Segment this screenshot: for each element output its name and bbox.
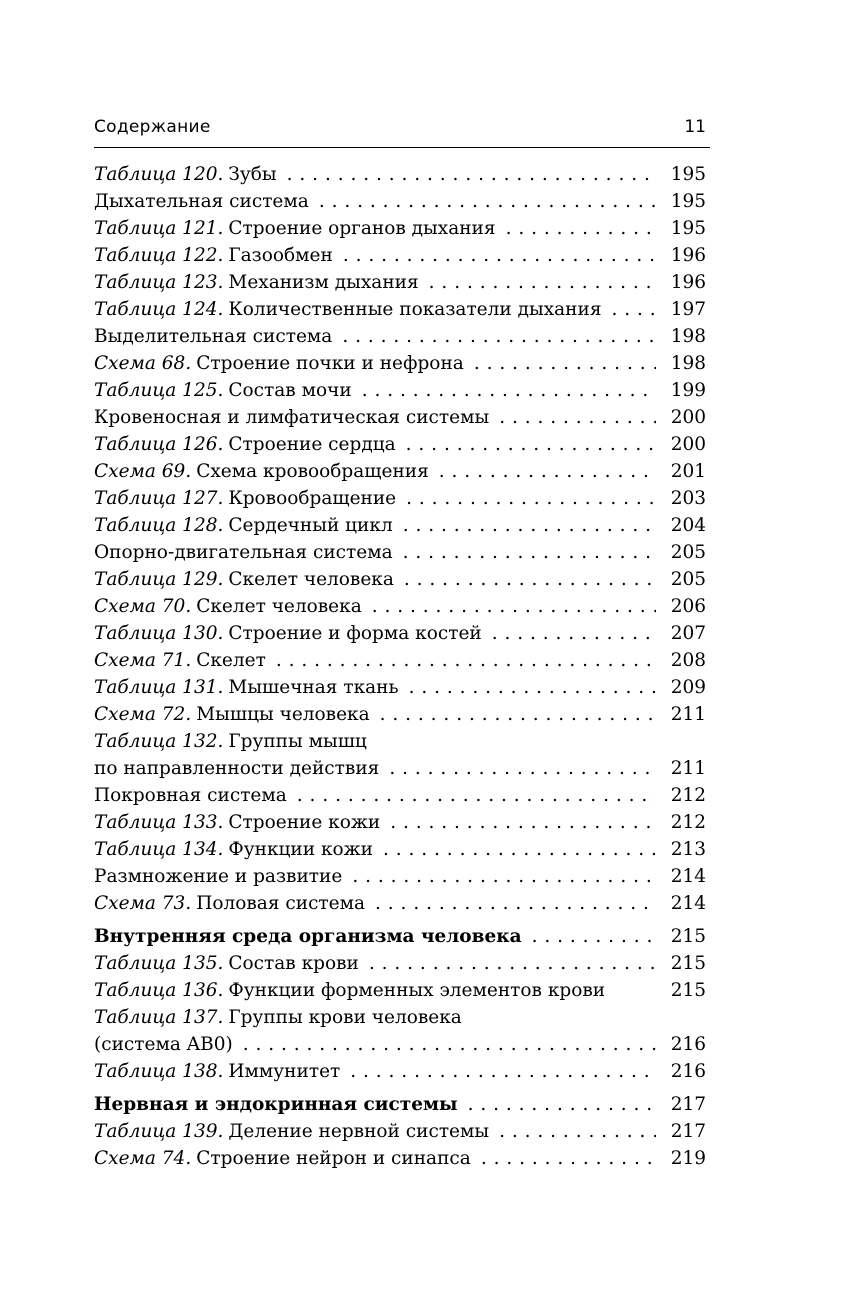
toc-entry-page: 217 [670, 1121, 706, 1142]
toc-entry-title: Зубы [228, 164, 277, 185]
toc-entry-page: 213 [670, 839, 706, 860]
toc-entry-page: 203 [670, 488, 706, 509]
toc-leader-dots [369, 950, 656, 977]
toc-leader-dots [343, 242, 656, 269]
toc-entry-page: 212 [670, 785, 706, 806]
toc-entry-label: Таблица 135. [94, 953, 224, 974]
toc-entry-title: Функции кожи [228, 839, 373, 860]
toc-entry [94, 647, 706, 674]
toc-leader-dots [409, 674, 656, 701]
toc-entry-page: 219 [670, 1148, 706, 1169]
toc-entry-label: Схема 72. [94, 704, 192, 725]
toc-entry [94, 377, 706, 404]
toc-entry [94, 215, 706, 242]
toc-entry [94, 923, 706, 950]
toc-entry-page: 196 [670, 245, 706, 266]
toc-entry [94, 323, 706, 350]
toc-entry-label: Таблица 128. [94, 515, 224, 536]
toc-entry-title: по направленности действия [94, 758, 380, 779]
toc-entry-title: Строение почки и нефрона [196, 353, 464, 374]
toc-entry [94, 1118, 706, 1145]
toc-entry-title: Покровная система [94, 785, 287, 806]
toc-entry [94, 836, 706, 863]
toc-entry-title: Дыхательная система [94, 191, 309, 212]
toc-entry [94, 188, 706, 215]
toc-entry [94, 782, 706, 809]
toc-entry-title: Строение органов дыхания [228, 218, 496, 239]
toc-leader-dots [532, 923, 656, 950]
toc-entry-title: Схема кровообращения [196, 461, 429, 482]
toc-entry [94, 1091, 706, 1118]
header-title: Содержание [94, 117, 211, 137]
toc-entry-page: 217 [670, 1094, 706, 1115]
toc-entry-page: 205 [670, 569, 706, 590]
toc-entry-title: Строение и форма костей [228, 623, 482, 644]
toc-entry-label: Таблица 123. [94, 272, 224, 293]
toc-leader-dots [342, 323, 656, 350]
toc-leader-dots [468, 1091, 656, 1118]
toc-entry-title: Половая система [196, 893, 366, 914]
toc-entry-label: Таблица 125. [94, 380, 224, 401]
toc-leader-dots [389, 755, 656, 782]
toc-entry-title: Группы крови человека [228, 1007, 462, 1028]
toc-entry-page: 196 [670, 272, 706, 293]
toc-entry-label: Таблица 126. [94, 434, 224, 455]
toc-leader-dots [439, 458, 656, 485]
toc-entry [94, 620, 706, 647]
toc-entry [94, 512, 706, 539]
table-of-contents [94, 161, 706, 1172]
toc-leader-dots [403, 539, 656, 566]
toc-entry-page: 216 [670, 1061, 706, 1082]
toc-entry [94, 728, 706, 755]
toc-leader-dots [297, 782, 656, 809]
toc-entry-page: 195 [670, 164, 706, 185]
toc-leader-dots [383, 836, 656, 863]
toc-entry-title: Нервная и эндокринная системы [94, 1094, 458, 1115]
toc-entry-title: Функции форменных элементов крови [228, 980, 606, 1001]
toc-entry-title: Газообмен [228, 245, 333, 266]
toc-entry-page: 198 [670, 326, 706, 347]
toc-entry-title: Внутренняя среда организма человека [94, 926, 522, 947]
toc-leader-dots [404, 566, 656, 593]
toc-entry-page: 215 [670, 953, 706, 974]
header-page-number: 11 [684, 117, 706, 137]
toc-entry-page: 208 [670, 650, 706, 671]
toc-entry [94, 1031, 706, 1058]
toc-entry [94, 431, 706, 458]
toc-entry-label: Схема 74. [94, 1148, 192, 1169]
toc-entry [94, 404, 706, 431]
toc-leader-dots [406, 485, 656, 512]
toc-leader-dots [390, 809, 656, 836]
toc-entry-page: 200 [670, 434, 706, 455]
toc-leader-dots [372, 593, 656, 620]
toc-entry [94, 890, 706, 917]
toc-entry-title: Кровеносная и лимфатическая системы [94, 407, 490, 428]
toc-entry-label: Таблица 120. [94, 164, 224, 185]
toc-entry [94, 809, 706, 836]
toc-entry [94, 296, 706, 323]
toc-entry-page: 215 [670, 980, 706, 1001]
toc-entry [94, 350, 706, 377]
toc-entry-page: 205 [670, 542, 706, 563]
toc-entry [94, 539, 706, 566]
toc-entry [94, 1145, 706, 1172]
toc-entry-title: Строение сердца [228, 434, 396, 455]
toc-entry-title: Количественные показатели дыхания [228, 299, 602, 320]
toc-leader-dots [612, 296, 656, 323]
toc-entry-label: Схема 69. [94, 461, 192, 482]
running-header [94, 116, 710, 148]
toc-entry-page: 198 [670, 353, 706, 374]
toc-entry-page: 214 [670, 866, 706, 887]
toc-entry [94, 950, 706, 977]
toc-entry-title: Скелет человека [196, 596, 362, 617]
toc-entry-title: Состав крови [228, 953, 359, 974]
toc-entry-label: Таблица 134. [94, 839, 224, 860]
toc-entry [94, 458, 706, 485]
toc-leader-dots [492, 620, 656, 647]
toc-entry-page: 207 [670, 623, 706, 644]
toc-leader-dots [243, 1031, 656, 1058]
toc-entry-title: Опорно-двигательная система [94, 542, 393, 563]
toc-leader-dots [362, 377, 656, 404]
toc-leader-dots [352, 863, 656, 890]
toc-entry [94, 566, 706, 593]
toc-entry-title: Группы мышц [228, 731, 367, 752]
toc-entry-label: Таблица 139. [94, 1121, 224, 1142]
toc-entry [94, 1004, 706, 1031]
toc-entry [94, 863, 706, 890]
toc-entry-label: Таблица 137. [94, 1007, 224, 1028]
toc-entry-title: Мышцы человека [196, 704, 370, 725]
toc-entry-page: 204 [670, 515, 706, 536]
toc-entry-title: Сердечный цикл [228, 515, 393, 536]
toc-leader-dots [319, 188, 656, 215]
toc-entry-label: Схема 70. [94, 596, 192, 617]
toc-entry [94, 977, 706, 1004]
toc-entry-title: Размножение и развитие [94, 866, 343, 887]
toc-entry-label: Схема 71. [94, 650, 192, 671]
toc-entry [94, 269, 706, 296]
toc-entry-page: 215 [670, 926, 706, 947]
toc-entry-title: Состав мочи [228, 380, 352, 401]
toc-leader-dots [380, 701, 656, 728]
toc-entry-label: Таблица 130. [94, 623, 224, 644]
toc-entry-title: (система AB0) [94, 1034, 233, 1055]
toc-entry-title: Деление нервной системы [228, 1121, 490, 1142]
toc-entry [94, 701, 706, 728]
toc-entry-label: Таблица 121. [94, 218, 224, 239]
toc-entry [94, 161, 706, 188]
toc-entry-title: Механизм дыхания [228, 272, 419, 293]
toc-entry [94, 242, 706, 269]
toc-entry-title: Скелет [196, 650, 266, 671]
toc-entry [94, 755, 706, 782]
toc-entry-page: 216 [670, 1034, 706, 1055]
toc-entry-label: Схема 73. [94, 893, 192, 914]
toc-leader-dots [276, 647, 656, 674]
toc-entry-page: 209 [670, 677, 706, 698]
toc-entry-label: Таблица 129. [94, 569, 224, 590]
toc-entry-page: 212 [670, 812, 706, 833]
toc-leader-dots [350, 1058, 656, 1085]
toc-entry-label: Таблица 127. [94, 488, 224, 509]
toc-leader-dots [287, 161, 656, 188]
toc-entry-label: Таблица 138. [94, 1061, 224, 1082]
toc-leader-dots [481, 1145, 656, 1172]
toc-leader-dots [506, 215, 656, 242]
toc-entry-page: 197 [670, 299, 706, 320]
toc-entry-page: 199 [670, 380, 706, 401]
toc-entry-page: 211 [670, 704, 706, 725]
toc-entry-page: 201 [670, 461, 706, 482]
toc-leader-dots [429, 269, 656, 296]
toc-entry-label: Таблица 133. [94, 812, 224, 833]
toc-entry-title: Строение нейрон и синапса [196, 1148, 471, 1169]
toc-entry-label: Таблица 124. [94, 299, 224, 320]
toc-entry-label: Таблица 122. [94, 245, 224, 266]
toc-leader-dots [403, 512, 656, 539]
toc-leader-dots [499, 1118, 656, 1145]
toc-entry-page: 200 [670, 407, 706, 428]
toc-leader-dots [406, 431, 656, 458]
toc-entry-title: Скелет человека [228, 569, 394, 590]
toc-entry [94, 674, 706, 701]
toc-entry-title: Выделительная система [94, 326, 333, 347]
toc-entry-page: 211 [670, 758, 706, 779]
toc-entry [94, 485, 706, 512]
toc-entry-label: Таблица 131. [94, 677, 224, 698]
toc-entry-label: Схема 68. [94, 353, 192, 374]
toc-entry-page: 214 [670, 893, 706, 914]
toc-entry [94, 1058, 706, 1085]
toc-entry-title: Мышечная ткань [228, 677, 399, 698]
toc-leader-dots [375, 890, 656, 917]
toc-entry [94, 593, 706, 620]
toc-entry-title: Иммунитет [228, 1061, 341, 1082]
toc-entry-title: Строение кожи [228, 812, 381, 833]
toc-entry-title: Кровообращение [228, 488, 397, 509]
toc-leader-dots [499, 404, 656, 431]
toc-entry-page: 195 [670, 218, 706, 239]
toc-entry-label: Таблица 132. [94, 731, 224, 752]
toc-entry-page: 206 [670, 596, 706, 617]
toc-leader-dots [474, 350, 656, 377]
toc-entry-label: Таблица 136. [94, 980, 224, 1001]
toc-entry-page: 195 [670, 191, 706, 212]
